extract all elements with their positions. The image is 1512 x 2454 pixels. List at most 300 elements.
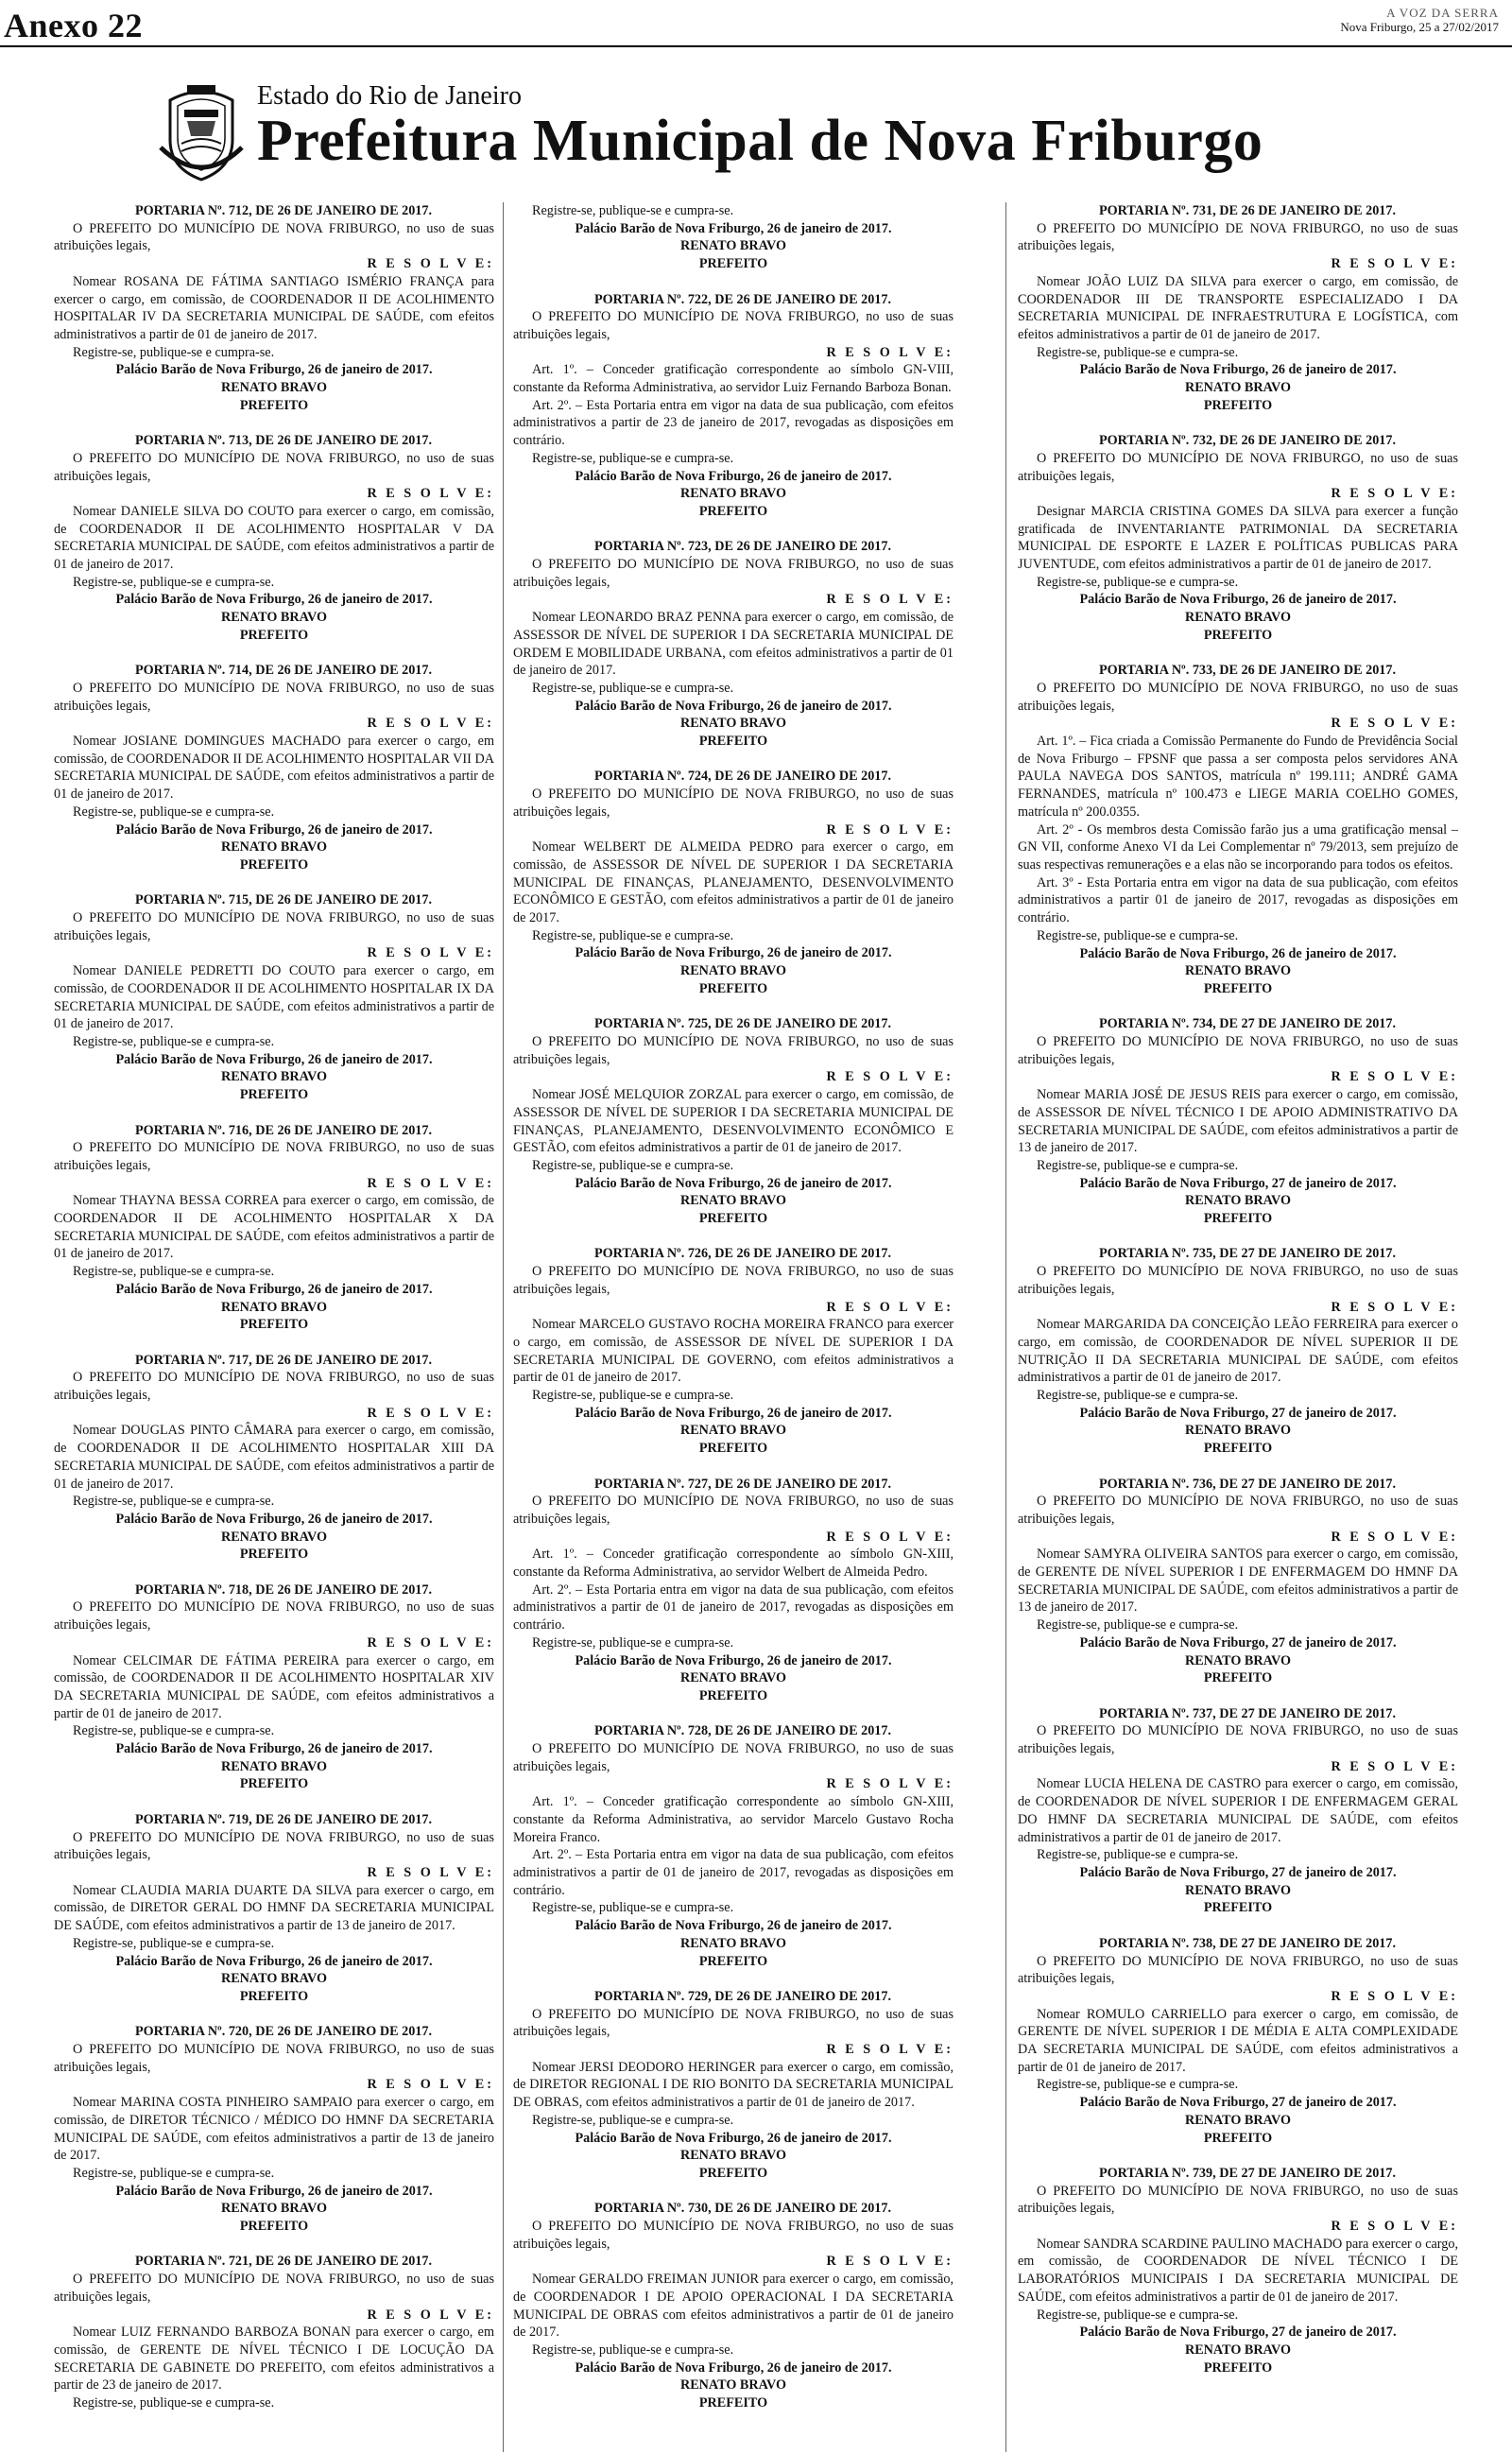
portaria-intro: O PREFEITO DO MUNICÍPIO DE NOVA FRIBURGO, no uso de suas atribuições legais, bbox=[513, 1264, 954, 1297]
palace-date-line: Palácio Barão de Nova Friburgo, 26 de janeiro de 2017. bbox=[575, 1652, 892, 1668]
portaria-intro: O PREFEITO DO MUNICÍPIO DE NOVA FRIBURGO, no uso de suas atribuições legais, bbox=[54, 450, 494, 484]
signature-name: RENATO BRAVO bbox=[1184, 963, 1292, 979]
portaria-body: Art. 3º - Esta Portaria entra em vigor na data de sua publicação, com efeitos administrativos a partir 01 de janeiro de 2017, revogadas as disposições em contrário. bbox=[1018, 874, 1458, 926]
resolve-label: R E S O L V E: bbox=[1331, 1988, 1458, 2004]
portaria-body: Nomear MARIA JOSÉ DE JESUS REIS para exercer o cargo, em comissão, de ASSESSOR DE NÍVEL TÉCNICO I DE APOIO ADMINISTRATIVO DA SECRETARIA MUNICIPAL DE SAÚDE, com efeitos administrativos a partir de 13 de janeiro de 2017. bbox=[1018, 1087, 1458, 1156]
signature-name: RENATO BRAVO bbox=[220, 839, 328, 855]
portaria-intro: O PREFEITO DO MUNICÍPIO DE NOVA FRIBURGO, no uso de suas atribuições legais, bbox=[54, 1829, 494, 1863]
resolve-label: R E S O L V E: bbox=[826, 344, 954, 360]
portaria-title: PORTARIA Nº. 734, DE 27 DE JANEIRO DE 2017. bbox=[1098, 1016, 1397, 1032]
block-spacer bbox=[513, 998, 954, 1016]
coat-of-arms-icon bbox=[159, 81, 244, 185]
signature-role: PREFEITO bbox=[1203, 1900, 1273, 1916]
palace-date-line: Palácio Barão de Nova Friburgo, 26 de janeiro de 2017. bbox=[115, 362, 433, 378]
portaria-intro: O PREFEITO DO MUNICÍPIO DE NOVA FRIBURGO, no uso de suas atribuições legais, bbox=[1018, 450, 1458, 484]
block-spacer bbox=[1018, 1687, 1458, 1705]
block-spacer bbox=[1018, 1228, 1458, 1246]
resolve-label: R E S O L V E: bbox=[367, 1634, 494, 1650]
resolve-label: R E S O L V E: bbox=[1331, 256, 1458, 272]
resolve-label: R E S O L V E: bbox=[1331, 1758, 1458, 1774]
portaria-intro: O PREFEITO DO MUNICÍPIO DE NOVA FRIBURGO, no uso de suas atribuições legais, bbox=[1018, 1264, 1458, 1297]
palace-date-line: Palácio Barão de Nova Friburgo, 27 de janeiro de 2017. bbox=[1079, 1865, 1397, 1880]
publication-date: Nova Friburgo, 25 a 27/02/2017 bbox=[1340, 20, 1499, 34]
publish-line: Registre-se, publique-se e cumpra-se. bbox=[73, 1494, 275, 1510]
portaria-block bbox=[1018, 1476, 1458, 1687]
portaria-body: Art. 2º. – Esta Portaria entra em vigor na data de sua publicação, com efeitos administrativos a partir de 01 de janeiro de 2017, revogadas as disposições em contrário. bbox=[513, 1847, 954, 1898]
block-spacer bbox=[54, 1334, 494, 1352]
signature-name: RENATO BRAVO bbox=[1184, 2112, 1292, 2128]
block-spacer bbox=[513, 1228, 954, 1246]
publish-line: Registre-se, publique-se e cumpra-se. bbox=[532, 1634, 734, 1650]
top-bar bbox=[0, 0, 1512, 47]
block-spacer bbox=[54, 1564, 494, 1581]
portaria-block bbox=[54, 1581, 494, 1793]
portaria-block bbox=[54, 202, 494, 414]
signature-role: PREFEITO bbox=[698, 734, 768, 750]
signature-role: PREFEITO bbox=[239, 397, 309, 413]
portaria-intro: O PREFEITO DO MUNICÍPIO DE NOVA FRIBURGO, no uso de suas atribuições legais, bbox=[1018, 1034, 1458, 1067]
signature-role: PREFEITO bbox=[698, 980, 768, 996]
portaria-body: Nomear MARGARIDA DA CONCEIÇÃO LEÃO FERREIRA para exercer o cargo, em comissão, de COORDENADOR DE NÍVEL SUPERIOR II DE NUTRIÇÃO II DA SECRETARIA MUNICIPAL DE SAÚDE, com efeitos administrativos a partir de 01 de janeiro de 2017. bbox=[1018, 1317, 1458, 1386]
portaria-body: Nomear ROMULO CARRIELLO para exercer o cargo, em comissão, de GERENTE DE NÍVEL SUPERIOR I DE MÉDIA E ALTA COMPLEXIDADE DA SECRETARIA MUNICIPAL DE SAÚDE, com efeitos administrativos a partir de 01 de janeiro de 2017. bbox=[1018, 2006, 1458, 2075]
portaria-intro: O PREFEITO DO MUNICÍPIO DE NOVA FRIBURGO, no uso de suas atribuições legais, bbox=[54, 220, 494, 254]
portaria-title: PORTARIA Nº. 721, DE 26 DE JANEIRO DE 2017. bbox=[134, 2254, 433, 2270]
signature-role: PREFEITO bbox=[698, 2395, 768, 2411]
publish-line: Registre-se, publique-se e cumpra-se. bbox=[73, 2165, 275, 2181]
signature-role: PREFEITO bbox=[1203, 980, 1273, 996]
resolve-label: R E S O L V E: bbox=[826, 1299, 954, 1315]
block-spacer bbox=[54, 645, 494, 663]
signature-role: PREFEITO bbox=[1203, 1670, 1273, 1686]
portaria-block bbox=[54, 1122, 494, 1334]
column-divider bbox=[1005, 202, 1006, 2452]
portaria-intro: O PREFEITO DO MUNICÍPIO DE NOVA FRIBURGO, no uso de suas atribuições legais, bbox=[54, 680, 494, 714]
publish-line: Registre-se, publique-se e cumpra-se. bbox=[73, 1723, 275, 1739]
palace-date-line: Palácio Barão de Nova Friburgo, 26 de janeiro de 2017. bbox=[115, 1953, 433, 1969]
signature-name: RENATO BRAVO bbox=[679, 963, 787, 979]
portaria-body: Nomear DOUGLAS PINTO CÂMARA para exercer o cargo, em comissão, de COORDENADOR II DE ACOLHIMENTO HOSPITALAR XIII DA SECRETARIA MUNICIPAL DE SAÚDE, com efeitos administrativos a partir de 01 de janeiro de 2017. bbox=[54, 1423, 494, 1492]
portaria-block bbox=[1018, 662, 1458, 997]
block-spacer bbox=[513, 2183, 954, 2201]
portaria-intro: O PREFEITO DO MUNICÍPIO DE NOVA FRIBURGO, no uso de suas atribuições legais, bbox=[1018, 680, 1458, 714]
block-spacer bbox=[513, 521, 954, 539]
portaria-block bbox=[513, 1245, 954, 1457]
block-spacer bbox=[513, 751, 954, 769]
signature-role: PREFEITO bbox=[698, 1211, 768, 1227]
portarias-columns bbox=[0, 202, 1512, 2452]
palace-date-line: Palácio Barão de Nova Friburgo, 27 de janeiro de 2017. bbox=[1079, 1175, 1397, 1191]
resolve-label: R E S O L V E: bbox=[367, 256, 494, 272]
portaria-intro: O PREFEITO DO MUNICÍPIO DE NOVA FRIBURGO, no uso de suas atribuições legais, bbox=[1018, 1953, 1458, 1987]
publish-line: Registre-se, publique-se e cumpra-se. bbox=[73, 2395, 275, 2411]
block-spacer bbox=[1018, 645, 1458, 663]
portaria-body: Nomear DANIELE SILVA DO COUTO para exercer o cargo, em comissão, de COORDENADOR II DE ACOLHIMENTO HOSPITALAR V DA SECRETARIA MUNICIPAL DE SAÚDE, com efeitos administrativos a partir de 01 de janeiro de 2017. bbox=[54, 503, 494, 573]
signature-role: PREFEITO bbox=[239, 1547, 309, 1563]
portaria-body: Nomear ROSANA DE FÁTIMA SANTIAGO ISMÉRIO FRANÇA para exercer o cargo, em comissão, de COORDENADOR II DE ACOLHIMENTO HOSPITALAR IV DA SECRETARIA MUNICIPAL DE SAÚDE, com efeitos administrativos a partir de 01 de janeiro de 2017. bbox=[54, 273, 494, 342]
block-spacer bbox=[513, 1705, 954, 1723]
portaria-block bbox=[513, 202, 954, 273]
signature-role: PREFEITO bbox=[239, 1776, 309, 1792]
resolve-label: R E S O L V E: bbox=[367, 1175, 494, 1191]
publish-line: Registre-se, publique-se e cumpra-se. bbox=[532, 680, 734, 696]
portaria-body: Nomear CLAUDIA MARIA DUARTE DA SILVA para exercer o cargo, em comissão, de DIRETOR GERAL DO HMNF DA SECRETARIA MUNICIPAL DE SAÚDE, com efeitos administrativos a partir de 13 de janeiro de 2017. bbox=[54, 1882, 494, 1934]
state-name: Estado do Rio de Janeiro bbox=[257, 81, 522, 111]
block-spacer bbox=[54, 1793, 494, 1811]
signature-role: PREFEITO bbox=[698, 1441, 768, 1457]
signature-name: RENATO BRAVO bbox=[1184, 1423, 1292, 1439]
palace-date-line: Palácio Barão de Nova Friburgo, 26 de janeiro de 2017. bbox=[575, 2359, 892, 2376]
portaria-title: PORTARIA Nº. 729, DE 26 DE JANEIRO DE 2017. bbox=[593, 1988, 892, 2004]
palace-date-line: Palácio Barão de Nova Friburgo, 26 de janeiro de 2017. bbox=[575, 698, 892, 714]
signature-name: RENATO BRAVO bbox=[679, 1193, 787, 1209]
resolve-label: R E S O L V E: bbox=[1331, 1299, 1458, 1315]
portaria-title: PORTARIA Nº. 716, DE 26 DE JANEIRO DE 2017. bbox=[134, 1122, 433, 1138]
signature-name: RENATO BRAVO bbox=[679, 2377, 787, 2394]
portaria-title: PORTARIA Nº. 725, DE 26 DE JANEIRO DE 2017. bbox=[593, 1016, 892, 1032]
palace-date-line: Palácio Barão de Nova Friburgo, 26 de janeiro de 2017. bbox=[575, 220, 892, 236]
portaria-block bbox=[513, 768, 954, 997]
portaria-body: Nomear JOSÉ MELQUIOR ZORZAL para exercer o cargo, em comissão, de ASSESSOR DE NÍVEL DE SUPERIOR I DA SECRETARIA MUNICIPAL DE FINANÇAS, PLANEJAMENTO, DESENVOLVIMENTO ECONÔMICO E GESTÃO, com efeitos administrativos a partir de 01 de janeiro de 2017. bbox=[513, 1087, 954, 1156]
portaria-block bbox=[54, 2253, 494, 2411]
palace-date-line: Palácio Barão de Nova Friburgo, 26 de janeiro de 2017. bbox=[575, 1918, 892, 1934]
portaria-intro: O PREFEITO DO MUNICÍPIO DE NOVA FRIBURGO, no uso de suas atribuições legais, bbox=[513, 1494, 954, 1527]
portaria-intro: O PREFEITO DO MUNICÍPIO DE NOVA FRIBURGO, no uso de suas atribuições legais, bbox=[54, 910, 494, 943]
portaria-intro: O PREFEITO DO MUNICÍPIO DE NOVA FRIBURGO, no uso de suas atribuições legais, bbox=[513, 786, 954, 820]
resolve-label: R E S O L V E: bbox=[367, 486, 494, 502]
resolve-label: R E S O L V E: bbox=[826, 1529, 954, 1545]
portaria-body: Nomear JOÃO LUIZ DA SILVA para exercer o cargo, em comissão, de COORDENADOR III DE TRANSPORTE ESPECIALIZADO I DA SECRETARIA MUNICIPAL DE INFRAESTRUTURA E LOGÍSTICA, com efeitos administrativos a partir de 01 de janeiro de 2017. bbox=[1018, 273, 1458, 342]
signature-name: RENATO BRAVO bbox=[679, 2148, 787, 2164]
signature-role: PREFEITO bbox=[239, 2219, 309, 2235]
portaria-block bbox=[54, 662, 494, 873]
signature-name: RENATO BRAVO bbox=[1184, 1193, 1292, 1209]
palace-date-line: Palácio Barão de Nova Friburgo, 26 de janeiro de 2017. bbox=[575, 2130, 892, 2146]
portaria-block bbox=[513, 2200, 954, 2411]
signature-role: PREFEITO bbox=[1203, 2130, 1273, 2146]
portaria-block bbox=[513, 1722, 954, 1970]
resolve-label: R E S O L V E: bbox=[826, 1069, 954, 1085]
portaria-block bbox=[513, 1015, 954, 1227]
portaria-intro: O PREFEITO DO MUNICÍPIO DE NOVA FRIBURGO, no uso de suas atribuições legais, bbox=[1018, 1723, 1458, 1757]
column-1 bbox=[54, 202, 494, 2452]
publish-line: Registre-se, publique-se e cumpra-se. bbox=[73, 1034, 275, 1049]
portaria-body: Designar MARCIA CRISTINA GOMES DA SILVA para exercer a função gratificada de INVENTARIANTE PATRIMONIAL DA SECRETARIA MUNICIPAL DE ESPORTE E LAZER E POLÍTICAS PUBLICAS PARA JUVENTUDE, com efeitos administrativos a partir de 01 de janeiro de 2017. bbox=[1018, 503, 1458, 573]
signature-role: PREFEITO bbox=[1203, 397, 1273, 413]
portaria-block bbox=[54, 891, 494, 1103]
block-spacer bbox=[1018, 414, 1458, 432]
publish-line: Registre-se, publique-se e cumpra-se. bbox=[1037, 2077, 1239, 2093]
portaria-intro: O PREFEITO DO MUNICÍPIO DE NOVA FRIBURGO, no uso de suas atribuições legais, bbox=[513, 1741, 954, 1774]
portaria-body: Nomear LUIZ FERNANDO BARBOZA BONAN para exercer o cargo, em comissão, de GERENTE DE NÍVEL TÉCNICO I DE LOCUÇÃO DA SECRETARIA DE GABINETE DO PREFEITO, com efeitos administrativos a partir de 23 de janeiro de 2017. bbox=[54, 2324, 494, 2394]
column-2 bbox=[513, 202, 954, 2452]
portaria-body: Nomear DANIELE PEDRETTI DO COUTO para exercer o cargo, em comissão, de COORDENADOR II DE ACOLHIMENTO HOSPITALAR IX DA SECRETARIA MUNICIPAL DE SAÚDE, com efeitos administrativos a partir de 01 de janeiro de 2017. bbox=[54, 963, 494, 1032]
portaria-block bbox=[1018, 1015, 1458, 1227]
publish-line: Registre-se, publique-se e cumpra-se. bbox=[532, 1900, 734, 1916]
column-divider bbox=[503, 202, 504, 2452]
publish-line: Registre-se, publique-se e cumpra-se. bbox=[73, 1264, 275, 1280]
portaria-title: PORTARIA Nº. 723, DE 26 DE JANEIRO DE 2017. bbox=[593, 539, 892, 555]
portaria-body: Nomear CELCIMAR DE FÁTIMA PEREIRA para exercer o cargo, em comissão, de COORDENADOR II DE ACOLHIMENTO HOSPITALAR XIV DA SECRETARIA MUNICIPAL DE SAÚDE, com efeitos administrativos a partir de 01 de janeiro de 2017. bbox=[54, 1652, 494, 1721]
portaria-block bbox=[1018, 1705, 1458, 1917]
signature-role: PREFEITO bbox=[1203, 627, 1273, 643]
portaria-body: Art. 2º. – Esta Portaria entra em vigor na data de sua publicação, com efeitos administrativos a partir de 01 de janeiro de 2017, revogadas as disposições em contrário. bbox=[513, 1581, 954, 1633]
annex-label: Anexo 22 bbox=[4, 7, 143, 44]
publish-line: Registre-se, publique-se e cumpra-se. bbox=[1037, 927, 1239, 943]
resolve-label: R E S O L V E: bbox=[826, 821, 954, 838]
portaria-title: PORTARIA Nº. 719, DE 26 DE JANEIRO DE 2017. bbox=[134, 1811, 433, 1827]
block-spacer bbox=[1018, 1458, 1458, 1476]
portaria-intro: O PREFEITO DO MUNICÍPIO DE NOVA FRIBURGO, no uso de suas atribuições legais, bbox=[513, 2219, 954, 2252]
portaria-body: Nomear SAMYRA OLIVEIRA SANTOS para exercer o cargo, em comissão, de GERENTE DE NÍVEL SUPERIOR I DE ENFERMAGEM DO HMNF DA SECRETARIA MUNICIPAL DE SAÚDE, com efeitos administrativos a partir de 13 de janeiro de 2017. bbox=[1018, 1547, 1458, 1616]
portaria-intro: O PREFEITO DO MUNICÍPIO DE NOVA FRIBURGO, no uso de suas atribuições legais, bbox=[1018, 220, 1458, 254]
signature-role: PREFEITO bbox=[239, 856, 309, 873]
resolve-label: R E S O L V E: bbox=[367, 1405, 494, 1421]
palace-date-line: Palácio Barão de Nova Friburgo, 26 de janeiro de 2017. bbox=[115, 821, 433, 838]
portaria-title: PORTARIA Nº. 724, DE 26 DE JANEIRO DE 2017. bbox=[593, 769, 892, 785]
portaria-title: PORTARIA Nº. 738, DE 27 DE JANEIRO DE 2017. bbox=[1098, 1935, 1397, 1951]
portaria-title: PORTARIA Nº. 722, DE 26 DE JANEIRO DE 2017. bbox=[593, 291, 892, 307]
top-rule bbox=[0, 45, 1512, 47]
signature-role: PREFEITO bbox=[698, 1953, 768, 1969]
portaria-body: Nomear SANDRA SCARDINE PAULINO MACHADO para exercer o cargo, em comissão, de COORDENADOR DE NÍVEL TÉCNICO I DE LABORATÓRIOS MUNICIPAIS I DA SECRETARIA MUNICIPAL DE SAÚDE, com efeitos administrativos a partir de 01 de janeiro de 2017. bbox=[1018, 2236, 1458, 2305]
publish-line: Registre-se, publique-se e cumpra-se. bbox=[73, 1935, 275, 1951]
signature-role: PREFEITO bbox=[698, 2165, 768, 2181]
resolve-label: R E S O L V E: bbox=[1331, 1529, 1458, 1545]
portaria-title: PORTARIA Nº. 713, DE 26 DE JANEIRO DE 2017. bbox=[134, 433, 433, 449]
resolve-label: R E S O L V E: bbox=[367, 716, 494, 732]
portaria-body: Nomear WELBERT DE ALMEIDA PEDRO para exercer o cargo, em comissão, de ASSESSOR DE NÍVEL DE SUPERIOR I DA SECRETARIA MUNICIPAL DE FINANÇAS, PLANEJAMENTO, DESENVOLVIMENTO ECONÔMICO E GESTÃO, com efeitos administrativos a partir de 01 de janeiro de 2017. bbox=[513, 839, 954, 926]
signature-name: RENATO BRAVO bbox=[220, 1299, 328, 1315]
palace-date-line: Palácio Barão de Nova Friburgo, 26 de janeiro de 2017. bbox=[575, 468, 892, 484]
resolve-label: R E S O L V E: bbox=[826, 2254, 954, 2270]
portaria-intro: O PREFEITO DO MUNICÍPIO DE NOVA FRIBURGO, no uso de suas atribuições legais, bbox=[1018, 2183, 1458, 2217]
portaria-title: PORTARIA Nº. 735, DE 27 DE JANEIRO DE 2017. bbox=[1098, 1246, 1397, 1262]
signature-name: RENATO BRAVO bbox=[220, 1971, 328, 1987]
signature-name: RENATO BRAVO bbox=[220, 1758, 328, 1774]
portaria-title: PORTARIA Nº. 727, DE 26 DE JANEIRO DE 2017. bbox=[593, 1476, 892, 1492]
portaria-block bbox=[1018, 2165, 1458, 2376]
portaria-body: Art. 1º. – Conceder gratificação correspondente ao símbolo GN-VIII, constante da Reforma Administrativa, ao servidor Luiz Fernando Barboza Bonan. bbox=[513, 362, 954, 396]
palace-date-line: Palácio Barão de Nova Friburgo, 26 de janeiro de 2017. bbox=[115, 1051, 433, 1067]
resolve-label: R E S O L V E: bbox=[367, 2307, 494, 2323]
signature-name: RENATO BRAVO bbox=[220, 610, 328, 626]
block-spacer bbox=[513, 1970, 954, 1988]
portaria-title: PORTARIA Nº. 728, DE 26 DE JANEIRO DE 2017. bbox=[593, 1723, 892, 1739]
signature-role: PREFEITO bbox=[698, 1687, 768, 1703]
signature-name: RENATO BRAVO bbox=[1184, 380, 1292, 396]
portaria-block bbox=[513, 291, 954, 521]
resolve-label: R E S O L V E: bbox=[826, 592, 954, 608]
palace-date-line: Palácio Barão de Nova Friburgo, 26 de janeiro de 2017. bbox=[115, 1281, 433, 1297]
resolve-label: R E S O L V E: bbox=[1331, 1069, 1458, 1085]
portaria-title: PORTARIA Nº. 731, DE 26 DE JANEIRO DE 2017. bbox=[1098, 203, 1397, 218]
block-spacer bbox=[1018, 998, 1458, 1016]
portaria-title: PORTARIA Nº. 715, DE 26 DE JANEIRO DE 2017. bbox=[134, 892, 433, 908]
portaria-title: PORTARIA Nº. 732, DE 26 DE JANEIRO DE 2017. bbox=[1098, 433, 1397, 449]
portaria-intro: O PREFEITO DO MUNICÍPIO DE NOVA FRIBURGO, no uso de suas atribuições legais, bbox=[54, 2042, 494, 2075]
portaria-body: Nomear JOSIANE DOMINGUES MACHADO para exercer o cargo, em comissão, de COORDENADOR II DE ACOLHIMENTO HOSPITALAR VII DA SECRETARIA MUNICIPAL DE SAÚDE, com efeitos administrativos a partir de 01 de janeiro de 2017. bbox=[54, 734, 494, 803]
publish-line: Registre-se, publique-se e cumpra-se. bbox=[73, 804, 275, 820]
palace-date-line: Palácio Barão de Nova Friburgo, 26 de janeiro de 2017. bbox=[575, 1405, 892, 1421]
block-spacer bbox=[54, 414, 494, 432]
signature-role: PREFEITO bbox=[1203, 1441, 1273, 1457]
publication-name: A VOZ DA SERRA bbox=[1386, 6, 1499, 20]
portaria-intro: O PREFEITO DO MUNICÍPIO DE NOVA FRIBURGO, no uso de suas atribuições legais, bbox=[54, 1140, 494, 1173]
portaria-block bbox=[54, 432, 494, 644]
portaria-body: Nomear MARINA COSTA PINHEIRO SAMPAIO para exercer o cargo, em comissão, de DIRETOR TÉCNICO / MÉDICO DO HMNF DA SECRETARIA MUNICIPAL DE SAÚDE, com efeitos administrativos a partir de 13 de janeiro de 2017. bbox=[54, 2095, 494, 2164]
city-title: Prefeitura Municipal de Nova Friburgo bbox=[257, 109, 1263, 173]
publication-info bbox=[1340, 6, 1499, 34]
publish-line: Registre-se, publique-se e cumpra-se. bbox=[1037, 1847, 1239, 1863]
signature-name: RENATO BRAVO bbox=[679, 1423, 787, 1439]
signature-name: RENATO BRAVO bbox=[1184, 1652, 1292, 1668]
signature-name: RENATO BRAVO bbox=[679, 486, 787, 502]
publish-line: Registre-se, publique-se e cumpra-se. bbox=[1037, 1388, 1239, 1404]
portaria-title: PORTARIA Nº. 714, DE 26 DE JANEIRO DE 2017. bbox=[134, 663, 433, 679]
publish-line: Registre-se, publique-se e cumpra-se. bbox=[532, 1157, 734, 1173]
publish-line: Registre-se, publique-se e cumpra-se. bbox=[532, 450, 734, 466]
portaria-body: Nomear GERALDO FREIMAN JUNIOR para exercer o cargo, em comissão, de COORDENADOR I DE APOIO OPERACIONAL I DA SECRETARIA MUNICIPAL DE OBRAS com efeitos administrativos a partir de 01 de janeiro de 2017. bbox=[513, 2272, 954, 2341]
portaria-intro: O PREFEITO DO MUNICÍPIO DE NOVA FRIBURGO, no uso de suas atribuições legais, bbox=[54, 2272, 494, 2305]
signature-name: RENATO BRAVO bbox=[1184, 1882, 1292, 1898]
signature-name: RENATO BRAVO bbox=[679, 1935, 787, 1951]
publish-line: Registre-se, publique-se e cumpra-se. bbox=[73, 574, 275, 590]
portaria-body: Art. 1º. – Conceder gratificação correspondente ao símbolo GN-XIII, constante da Reforma Administrativa, ao servidor Welbert de Almeida Pedro. bbox=[513, 1547, 954, 1581]
resolve-label: R E S O L V E: bbox=[826, 2042, 954, 2057]
signature-role: PREFEITO bbox=[239, 1988, 309, 2004]
publish-line: Registre-se, publique-se e cumpra-se. bbox=[532, 2112, 734, 2128]
palace-date-line: Palácio Barão de Nova Friburgo, 27 de janeiro de 2017. bbox=[1079, 2095, 1397, 2111]
palace-date-line: Palácio Barão de Nova Friburgo, 26 de janeiro de 2017. bbox=[115, 1511, 433, 1527]
portaria-intro: O PREFEITO DO MUNICÍPIO DE NOVA FRIBURGO, no uso de suas atribuições legais, bbox=[513, 557, 954, 590]
block-spacer bbox=[54, 2006, 494, 2024]
portaria-title: PORTARIA Nº. 726, DE 26 DE JANEIRO DE 2017. bbox=[593, 1246, 892, 1262]
masthead bbox=[0, 76, 1512, 199]
publish-line: Registre-se, publique-se e cumpra-se. bbox=[1037, 1617, 1239, 1633]
block-spacer bbox=[54, 2236, 494, 2254]
signature-role: PREFEITO bbox=[698, 256, 768, 272]
signature-name: RENATO BRAVO bbox=[679, 1670, 787, 1686]
resolve-label: R E S O L V E: bbox=[367, 2077, 494, 2093]
signature-name: RENATO BRAVO bbox=[220, 1529, 328, 1545]
portaria-block bbox=[1018, 1935, 1458, 2147]
portaria-body: Nomear MARCELO GUSTAVO ROCHA MOREIRA FRANCO para exercer o cargo, em comissão, de ASSESSOR DE NÍVEL DE SUPERIOR I DA SECRETARIA MUNICIPAL DE GOVERNO, com efeitos administrativos a partir de 01 de janeiro de 2017. bbox=[513, 1317, 954, 1386]
signature-name: RENATO BRAVO bbox=[679, 716, 787, 732]
portaria-title: PORTARIA Nº. 739, DE 27 DE JANEIRO DE 2017. bbox=[1098, 2165, 1397, 2181]
portaria-body: Art. 2º. – Esta Portaria entra em vigor na data de sua publicação, com efeitos administrativos a partir de 23 de janeiro de 2017, revogadas as disposições em contrário. bbox=[513, 397, 954, 449]
palace-date-line: Palácio Barão de Nova Friburgo, 26 de janeiro de 2017. bbox=[115, 1741, 433, 1757]
block-spacer bbox=[54, 1104, 494, 1122]
portaria-block bbox=[54, 1811, 494, 2006]
portaria-intro: O PREFEITO DO MUNICÍPIO DE NOVA FRIBURGO, no uso de suas atribuições legais, bbox=[54, 1599, 494, 1633]
portaria-title: PORTARIA Nº. 712, DE 26 DE JANEIRO DE 2017. bbox=[134, 203, 433, 218]
signature-name: RENATO BRAVO bbox=[220, 2201, 328, 2217]
block-spacer bbox=[1018, 2147, 1458, 2165]
portaria-intro: O PREFEITO DO MUNICÍPIO DE NOVA FRIBURGO, no uso de suas atribuições legais, bbox=[513, 2006, 954, 2040]
resolve-label: R E S O L V E: bbox=[1331, 716, 1458, 732]
signature-role: PREFEITO bbox=[239, 1317, 309, 1333]
portaria-title: PORTARIA Nº. 733, DE 26 DE JANEIRO DE 2017. bbox=[1098, 663, 1397, 679]
publish-line: Registre-se, publique-se e cumpra-se. bbox=[532, 203, 734, 218]
signature-role: PREFEITO bbox=[1203, 2359, 1273, 2376]
portaria-title: PORTARIA Nº. 717, DE 26 DE JANEIRO DE 2017. bbox=[134, 1352, 433, 1368]
portaria-intro: O PREFEITO DO MUNICÍPIO DE NOVA FRIBURGO, no uso de suas atribuições legais, bbox=[54, 1370, 494, 1404]
palace-date-line: Palácio Barão de Nova Friburgo, 26 de janeiro de 2017. bbox=[575, 1175, 892, 1191]
palace-date-line: Palácio Barão de Nova Friburgo, 27 de janeiro de 2017. bbox=[1079, 1634, 1397, 1650]
portaria-block bbox=[513, 1988, 954, 2183]
resolve-label: R E S O L V E: bbox=[826, 1776, 954, 1792]
portaria-block bbox=[54, 1352, 494, 1564]
signature-name: RENATO BRAVO bbox=[1184, 2342, 1292, 2358]
resolve-label: R E S O L V E: bbox=[367, 1864, 494, 1880]
column-3 bbox=[1018, 202, 1458, 2452]
palace-date-line: Palácio Barão de Nova Friburgo, 26 de janeiro de 2017. bbox=[1079, 945, 1397, 961]
portaria-title: PORTARIA Nº. 718, DE 26 DE JANEIRO DE 2017. bbox=[134, 1581, 433, 1598]
portaria-title: PORTARIA Nº. 737, DE 27 DE JANEIRO DE 2017. bbox=[1098, 1705, 1397, 1721]
palace-date-line: Palácio Barão de Nova Friburgo, 26 de janeiro de 2017. bbox=[1079, 362, 1397, 378]
signature-role: PREFEITO bbox=[239, 1087, 309, 1103]
publish-line: Registre-se, publique-se e cumpra-se. bbox=[1037, 2307, 1239, 2323]
block-spacer bbox=[54, 874, 494, 892]
portaria-intro: O PREFEITO DO MUNICÍPIO DE NOVA FRIBURGO, no uso de suas atribuições legais, bbox=[513, 1033, 954, 1067]
palace-date-line: Palácio Barão de Nova Friburgo, 26 de janeiro de 2017. bbox=[575, 945, 892, 961]
portaria-block bbox=[1018, 432, 1458, 644]
resolve-label: R E S O L V E: bbox=[1331, 486, 1458, 502]
signature-role: PREFEITO bbox=[239, 627, 309, 643]
portaria-title: PORTARIA Nº. 730, DE 26 DE JANEIRO DE 2017. bbox=[593, 2201, 892, 2217]
block-spacer bbox=[513, 273, 954, 291]
portaria-body: Nomear LEONARDO BRAZ PENNA para exercer o cargo, em comissão, de ASSESSOR DE NÍVEL DE SUPERIOR I DA SECRETARIA MUNICIPAL DE ORDEM E MOBILIDADE URBANA, com efeitos administrativos a partir de 01 de janeiro de 2017. bbox=[513, 610, 954, 679]
palace-date-line: Palácio Barão de Nova Friburgo, 26 de janeiro de 2017. bbox=[115, 592, 433, 608]
portaria-block bbox=[513, 1476, 954, 1705]
portaria-body: Nomear THAYNA BESSA CORREA para exercer o cargo, em comissão, de COORDENADOR II DE ACOLHIMENTO HOSPITALAR X DA SECRETARIA MUNICIPAL DE SAÚDE, com efeitos administrativos a partir de 01 de janeiro de 2017. bbox=[54, 1193, 494, 1262]
portaria-title: PORTARIA Nº. 720, DE 26 DE JANEIRO DE 2017. bbox=[134, 2024, 433, 2040]
signature-name: RENATO BRAVO bbox=[1184, 610, 1292, 626]
portaria-body: Nomear LUCIA HELENA DE CASTRO para exercer o cargo, em comissão, de COORDENADOR DE NÍVEL SUPERIOR I DE ENFERMAGEM GERAL DO HMNF DA SECRETARIA MUNICIPAL DE SAÚDE, com efeitos administrativos a partir de 01 de janeiro de 2017. bbox=[1018, 1776, 1458, 1845]
signature-name: RENATO BRAVO bbox=[220, 380, 328, 396]
portaria-intro: O PREFEITO DO MUNICÍPIO DE NOVA FRIBURGO, no uso de suas atribuições legais, bbox=[1018, 1494, 1458, 1527]
portaria-block bbox=[513, 538, 954, 750]
publish-line: Registre-se, publique-se e cumpra-se. bbox=[532, 927, 734, 943]
portaria-body: Art. 1º. – Fica criada a Comissão Permanente do Fundo de Previdência Social de Nova Friburgo – FPSNF que passa a ser composta pelos servidores ANA PAULA NAVEGA DOS SANTOS, matrícula nº 199.111; ANDRÉ GAMA FERNANDES, matrícula nº 100.473 e LIEGE MARIA COELHO GOMES, matrícula nº 200.0355. bbox=[1018, 734, 1458, 820]
palace-date-line: Palácio Barão de Nova Friburgo, 26 de janeiro de 2017. bbox=[1079, 592, 1397, 608]
portaria-title: PORTARIA Nº. 736, DE 27 DE JANEIRO DE 2017. bbox=[1098, 1476, 1397, 1492]
portaria-block bbox=[1018, 202, 1458, 414]
signature-name: RENATO BRAVO bbox=[220, 1069, 328, 1085]
portaria-intro: O PREFEITO DO MUNICÍPIO DE NOVA FRIBURGO, no uso de suas atribuições legais, bbox=[513, 309, 954, 342]
block-spacer bbox=[1018, 1917, 1458, 1935]
publish-line: Registre-se, publique-se e cumpra-se. bbox=[73, 344, 275, 360]
portaria-block bbox=[54, 2023, 494, 2235]
signature-role: PREFEITO bbox=[1203, 1211, 1273, 1227]
publish-line: Registre-se, publique-se e cumpra-se. bbox=[1037, 574, 1239, 590]
palace-date-line: Palácio Barão de Nova Friburgo, 27 de janeiro de 2017. bbox=[1079, 2324, 1397, 2341]
signature-role: PREFEITO bbox=[698, 503, 768, 519]
portaria-body: Nomear JERSI DEODORO HERINGER para exercer o cargo, em comissão, de DIRETOR REGIONAL I DE RIO BONITO DA SECRETARIA MUNICIPAL DE OBRAS, com efeitos administrativos a partir de 01 de janeiro de 2017. bbox=[513, 2059, 954, 2111]
portaria-body: Art. 1º. – Conceder gratificação correspondente ao símbolo GN-XIII, constante da Reforma Administrativa, ao servidor Marcelo Gustavo Rocha Moreira Franco. bbox=[513, 1794, 954, 1845]
palace-date-line: Palácio Barão de Nova Friburgo, 27 de janeiro de 2017. bbox=[1079, 1405, 1397, 1421]
palace-date-line: Palácio Barão de Nova Friburgo, 26 de janeiro de 2017. bbox=[115, 2183, 433, 2199]
resolve-label: R E S O L V E: bbox=[367, 945, 494, 961]
publish-line: Registre-se, publique-se e cumpra-se. bbox=[1037, 1157, 1239, 1173]
publish-line: Registre-se, publique-se e cumpra-se. bbox=[532, 1388, 734, 1404]
publish-line: Registre-se, publique-se e cumpra-se. bbox=[532, 2342, 734, 2358]
resolve-label: R E S O L V E: bbox=[1331, 2219, 1458, 2235]
portaria-body: Art. 2º - Os membros desta Comissão farão jus a uma gratificação mensal – GN VII, conforme Anexo VI da Lei Complementar nº 79/2013, sem prejuízo de suas respectivas remunerações e a elas não se incorporando para todos os efeitos. bbox=[1018, 821, 1458, 873]
portaria-block bbox=[1018, 1245, 1458, 1457]
signature-name: RENATO BRAVO bbox=[679, 238, 787, 254]
block-spacer bbox=[513, 1458, 954, 1476]
